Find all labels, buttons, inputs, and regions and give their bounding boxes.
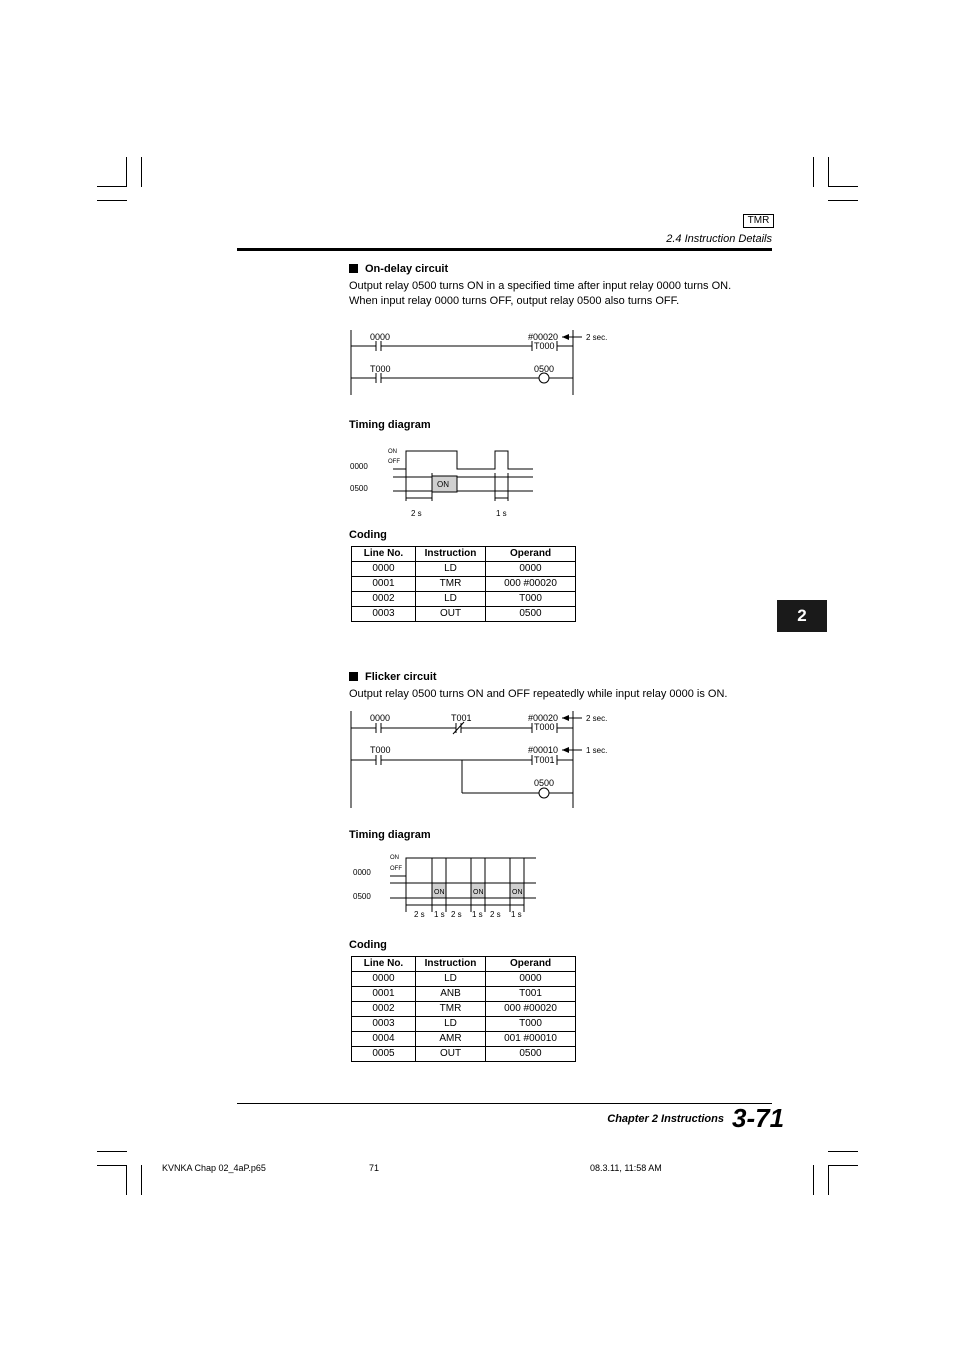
table-cell: T000 <box>486 1017 576 1032</box>
flicker-coding-title: Coding <box>349 939 387 951</box>
table-cell: 001 #00010 <box>486 1032 576 1047</box>
on-delay-desc-line2: When input relay 0000 turns OFF, output relay 0500 also turns OFF. <box>349 295 680 307</box>
page-number: 3-71 <box>732 1103 785 1133</box>
table-row <box>352 1017 576 1032</box>
bullet-square-icon <box>349 672 358 681</box>
table-cell: T000 <box>486 592 576 607</box>
bullet-square-icon <box>349 264 358 273</box>
table-row <box>352 987 576 1002</box>
section-title: 2.4 Instruction Details <box>666 233 772 245</box>
chapter-tab: 2 <box>777 600 827 632</box>
column-header: Instruction <box>416 547 486 562</box>
table-row <box>352 1032 576 1047</box>
on-delay-coding-table <box>351 546 576 622</box>
ladder-coil-label: 0500 <box>534 364 555 374</box>
table-cell: LD <box>416 592 486 607</box>
table-cell: 0003 <box>352 1017 416 1032</box>
instruction-tag: TMR <box>743 214 774 228</box>
table-cell: 0000 <box>486 972 576 987</box>
flicker-description: Output relay 0500 turns ON and OFF repeatedly while input relay 0000 is ON. <box>349 688 728 700</box>
ladder-timer-label: T000 <box>534 722 555 732</box>
ladder-time-note: 1 sec. <box>586 746 608 755</box>
table-cell: ANB <box>416 987 486 1002</box>
ladder-nc-contact-label: T001 <box>451 713 472 723</box>
column-header: Line No. <box>352 547 416 562</box>
on-delay-heading <box>349 263 448 275</box>
on-delay-description <box>349 279 769 309</box>
column-header: Operand <box>486 957 576 972</box>
table-cell: 0002 <box>352 592 416 607</box>
column-header: Instruction <box>416 957 486 972</box>
table-cell: LD <box>416 972 486 987</box>
timing-interval-label: 2 s <box>414 910 425 919</box>
footer-rule <box>237 1103 772 1104</box>
table-row <box>352 1047 576 1062</box>
flicker-heading <box>349 671 437 683</box>
timing-interval-label: 2 s <box>411 509 422 518</box>
ladder-preset-label: #00020 <box>528 713 559 723</box>
timing-signal-label: 0500 <box>353 892 371 901</box>
on-delay-desc-line1: Output relay 0500 turns ON in a specified time after input relay 0000 turns ON. <box>349 280 732 292</box>
flicker-coding-table <box>351 956 576 1062</box>
table-cell: 0500 <box>486 607 576 622</box>
table-cell: 000 #00020 <box>486 1002 576 1017</box>
timing-on-box-label: ON <box>512 889 523 896</box>
table-cell: 0000 <box>486 562 576 577</box>
flicker-timing-diagram <box>340 850 550 922</box>
table-row <box>352 1002 576 1017</box>
table-cell: 0000 <box>352 562 416 577</box>
table-cell: LD <box>416 1017 486 1032</box>
on-delay-ladder-diagram <box>340 325 640 400</box>
ladder-coil-label: 0500 <box>534 778 555 788</box>
timing-signal-label: 0500 <box>350 484 368 493</box>
timing-signal-label: 0000 <box>353 868 371 877</box>
print-file-name: KVNKA Chap 02_4aP.p65 <box>162 1163 266 1173</box>
table-cell: 0002 <box>352 1002 416 1017</box>
table-row <box>352 972 576 987</box>
timing-on-label: ON <box>388 449 397 455</box>
table-cell: T001 <box>486 987 576 1002</box>
timing-off-label: OFF <box>388 459 400 465</box>
table-cell: AMR <box>416 1032 486 1047</box>
table-cell: 0004 <box>352 1032 416 1047</box>
table-cell: 000 #00020 <box>486 577 576 592</box>
flicker-timing-title: Timing diagram <box>349 829 431 841</box>
table-cell: OUT <box>416 1047 486 1062</box>
print-page-number: 71 <box>369 1163 380 1173</box>
header-rule <box>237 248 772 251</box>
table-cell: 0005 <box>352 1047 416 1062</box>
on-delay-timing-title: Timing diagram <box>349 419 431 431</box>
timing-interval-label: 2 s <box>451 910 462 919</box>
on-delay-coding-title: Coding <box>349 529 387 541</box>
table-row <box>352 577 576 592</box>
footer-chapter: Chapter 2 Instructions <box>607 1113 724 1125</box>
ladder-time-note: 2 sec. <box>586 333 608 342</box>
timing-on-box-label: ON <box>437 480 449 489</box>
flicker-title: Flicker circuit <box>365 671 437 683</box>
ladder-contact-label: T000 <box>370 745 391 755</box>
timing-on-box-label: ON <box>434 889 445 896</box>
table-row <box>352 592 576 607</box>
table-header-row <box>352 547 576 562</box>
column-header: Operand <box>486 547 576 562</box>
column-header: Line No. <box>352 957 416 972</box>
flicker-ladder-diagram <box>340 706 640 811</box>
timing-on-box-label: ON <box>473 889 484 896</box>
table-cell: 0500 <box>486 1047 576 1062</box>
table-row <box>352 607 576 622</box>
ladder-contact-label: T000 <box>370 364 391 374</box>
table-cell: 0001 <box>352 987 416 1002</box>
table-cell: 0003 <box>352 607 416 622</box>
print-date: 08.3.11, 11:58 AM <box>590 1163 662 1173</box>
on-delay-title: On-delay circuit <box>365 263 449 275</box>
ladder-time-note: 2 sec. <box>586 714 608 723</box>
table-cell: TMR <box>416 1002 486 1017</box>
timing-signal-label: 0000 <box>350 462 368 471</box>
ladder-timer-label: T001 <box>534 755 555 765</box>
table-cell: OUT <box>416 607 486 622</box>
timing-interval-label: 1 s <box>496 509 507 518</box>
ladder-preset-label: #00010 <box>528 745 559 755</box>
timing-interval-label: 2 s <box>490 910 501 919</box>
on-delay-timing-diagram <box>340 443 540 523</box>
ladder-timer-label: T000 <box>534 341 555 351</box>
table-cell: TMR <box>416 577 486 592</box>
timing-interval-label: 1 s <box>511 910 522 919</box>
timing-interval-label: 1 s <box>472 910 483 919</box>
table-header-row <box>352 957 576 972</box>
table-cell: LD <box>416 562 486 577</box>
timing-off-label: OFF <box>390 866 402 872</box>
ladder-contact-label: 0000 <box>370 332 391 342</box>
ladder-contact-label: 0000 <box>370 713 391 723</box>
table-cell: 0000 <box>352 972 416 987</box>
table-cell: 0001 <box>352 577 416 592</box>
timing-on-label: ON <box>390 855 399 861</box>
table-row <box>352 562 576 577</box>
timing-interval-label: 1 s <box>434 910 445 919</box>
ladder-preset-label: #00020 <box>528 332 559 342</box>
